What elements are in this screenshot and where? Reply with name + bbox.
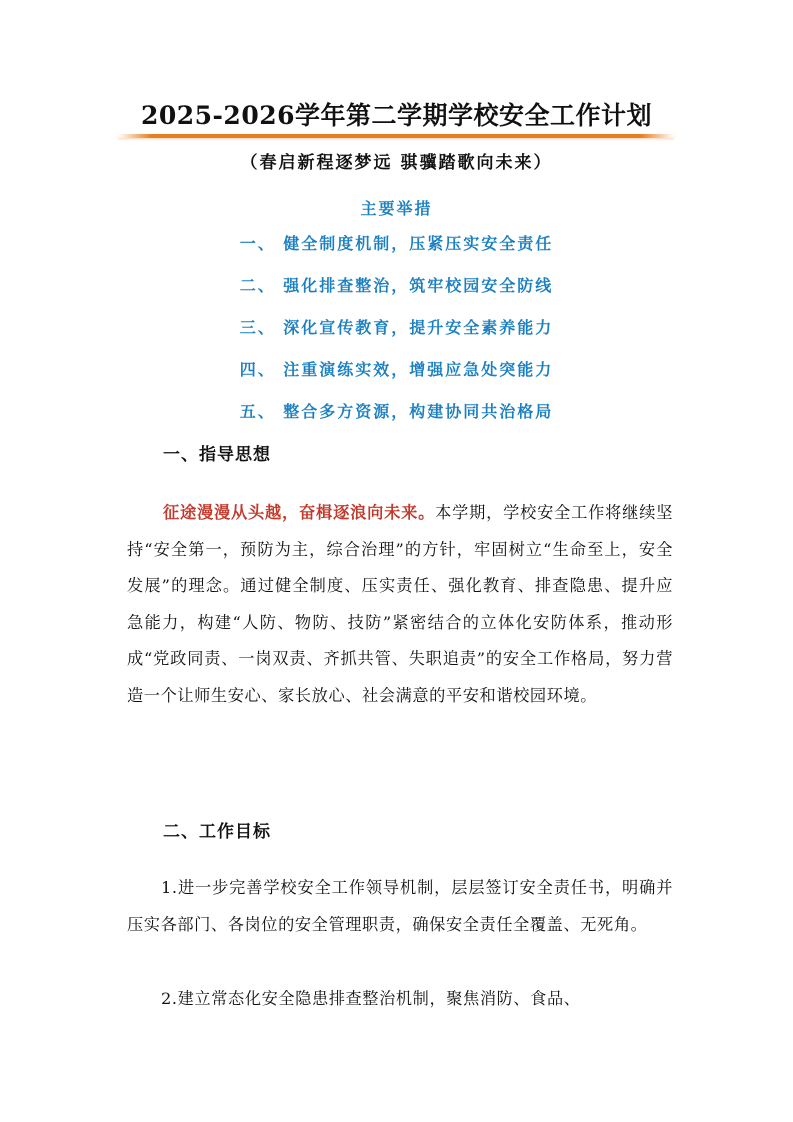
measures-heading: 主要举措	[360, 199, 433, 218]
measures-list	[0, 232, 793, 442]
measure-item: 二、 强化排查整治，筑牢校园安全防线	[239, 276, 554, 295]
work-goal-item: 1.进一步完善学校安全工作领导机制，层层签订安全责任书，明确并压实各部门、各岗位的安全管理职责，确保安全责任全覆盖、无死角。	[127, 878, 673, 934]
guiding-ideology-body: 本学期，学校安全工作将继续坚持“安全第一，预防为主，综合治理”的方针，牢固树立“生命至上，安全发展”的理念。通过健全制度、压实责任、强化教育、排查隐患、提升应急能力，构建“人防、物防、技防”紧密结合的立体化安防体系，推动形成“党政同责、一岗双责、齐抓共管、失职追责”的安全工作格局，努力营造一个让师生安心、家长放心、社会满意的平安和谐校园环境。	[127, 503, 673, 705]
measure-item: 四、 注重演练实效，增强应急处突能力	[239, 360, 554, 379]
work-goal-item: 2.建立常态化安全隐患排查整治机制，聚焦消防、食品、	[161, 989, 581, 1009]
document-title: 2025-2026学年第二学期学校安全工作计划	[140, 101, 653, 130]
title-underline	[118, 134, 674, 138]
measure-item: 五、 整合多方资源，构建协同共治格局	[239, 402, 554, 421]
section-heading-guiding-ideology: 一、指导思想	[163, 445, 271, 465]
measure-item: 三、 深化宣传教育，提升安全素养能力	[239, 318, 554, 337]
section-heading-work-goals: 二、工作目标	[163, 822, 271, 842]
guiding-ideology-paragraph	[127, 495, 673, 714]
document-subtitle: （春启新程逐梦远 骐骥踏歌向未来）	[240, 153, 553, 173]
measure-item: 一、 健全制度机制，压紧压实安全责任	[239, 234, 554, 253]
highlight-slogan: 征途漫漫从头越，奋楫逐浪向未来。	[163, 503, 436, 523]
